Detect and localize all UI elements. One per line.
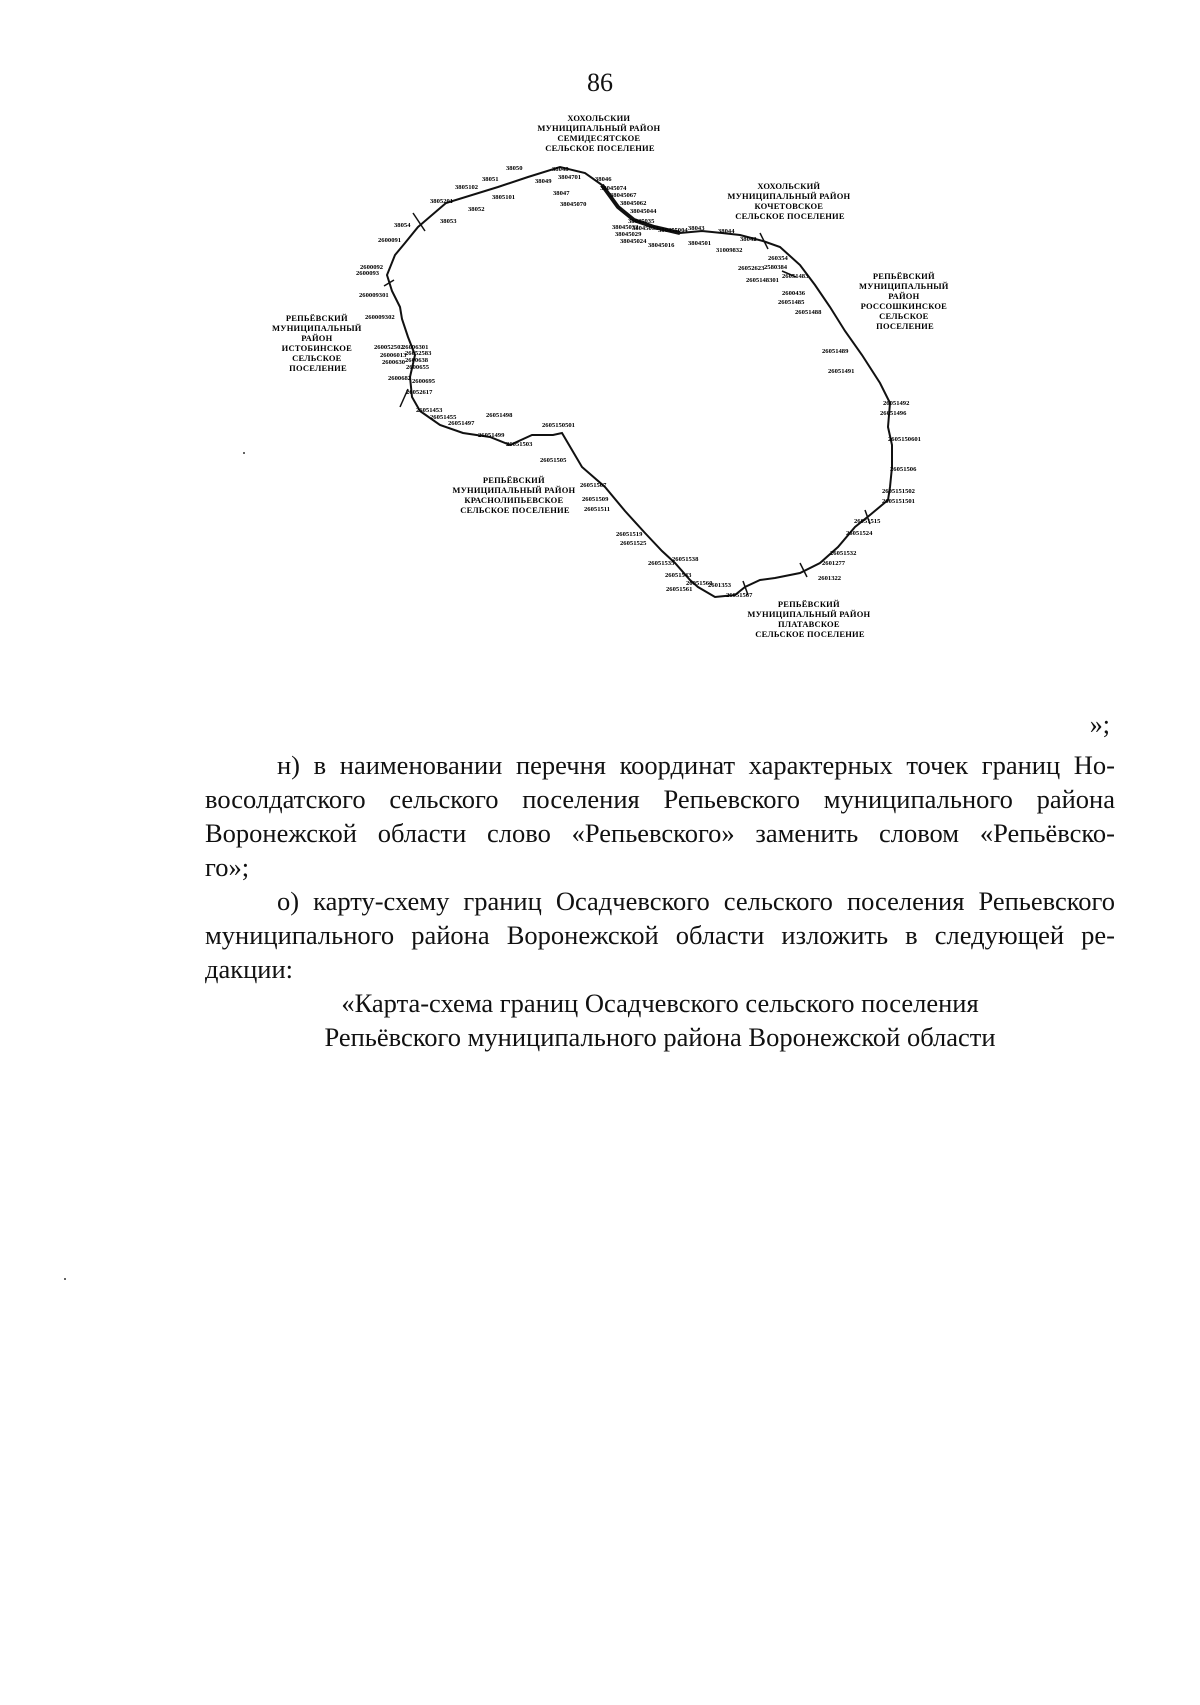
point-label: 38048 <box>552 166 569 173</box>
point-label: 2600655 <box>406 364 430 371</box>
point-label: 38045067 <box>610 192 637 199</box>
page-number: 86 <box>587 68 613 97</box>
paragraph-line: н) в наименовании перечня координат характерных точек границ Но- <box>277 750 1115 780</box>
point-label: 26051561 <box>666 586 693 593</box>
point-label: 2601277 <box>822 560 846 567</box>
point-label: 26051560 <box>686 580 713 587</box>
point-label: 31009832 <box>716 247 743 254</box>
point-label: 26051489 <box>822 348 849 355</box>
point-label: 2600093 <box>356 270 380 277</box>
point-label: 38050 <box>506 165 523 172</box>
point-label: 260009302 <box>365 314 395 321</box>
stray-mark <box>64 1278 66 1280</box>
region-label: ХОХОЛЬСКИЙ МУНИЦИПАЛЬНЫЙ РАЙОН КОЧЕТОВСКОЕ СЕЛЬСКОЕ ПОСЕЛЕНИЕ <box>727 181 851 221</box>
point-label: 2601322 <box>818 575 842 582</box>
point-label: 260009301 <box>359 292 389 299</box>
point-label: 26051567 <box>726 592 753 599</box>
stray-mark <box>243 452 245 454</box>
point-label: 26051532 <box>830 550 857 557</box>
point-label: 26006301 <box>402 344 429 351</box>
point-label: 38045029 <box>615 231 642 238</box>
point-label: 38045033 <box>632 225 659 232</box>
point-label: 26051525 <box>620 540 647 547</box>
point-label: 26051497 <box>448 420 475 427</box>
point-label: 38045074 <box>600 185 627 192</box>
paragraph-line: Воронежской области слово «Репьевского» заменить словом «Репьёвско- <box>205 818 1115 848</box>
paragraph-line: дакции: <box>205 954 294 984</box>
point-label: 2600436 <box>782 290 806 297</box>
point-label: 38045070 <box>560 201 587 208</box>
point-label: 2600092 <box>360 264 384 271</box>
point-label: 26051535 <box>648 560 675 567</box>
point-label: 38042 <box>740 236 757 243</box>
point-label: 380455004 <box>658 227 688 234</box>
paragraph-o <box>205 884 1115 986</box>
point-label: 26051453 <box>416 407 443 414</box>
point-label: 26051496 <box>880 410 907 417</box>
point-label: 26051483 <box>782 273 809 280</box>
point-label: 26052623 <box>738 265 765 272</box>
point-label: 26051503 <box>506 441 533 448</box>
point-label: 2600638 <box>405 357 429 364</box>
point-label: 26051485 <box>778 299 805 306</box>
point-label: 26051455 <box>430 414 457 421</box>
point-label: 38045062 <box>620 200 647 207</box>
paragraph-n <box>205 748 1115 884</box>
paragraph-line: восолдатского сельского поселения Репьевского муниципального района <box>205 784 1115 814</box>
point-label: 38045035 <box>628 218 655 225</box>
point-label: 38046 <box>595 176 612 183</box>
point-label: 26051507 <box>580 482 607 489</box>
boundary-map <box>270 115 990 720</box>
point-label: 2600091 <box>378 237 402 244</box>
point-label: 38047 <box>553 190 570 197</box>
point-label: 2605151501 <box>882 498 915 505</box>
point-label: 38045016 <box>648 242 675 249</box>
point-label: 2605150601 <box>888 436 921 443</box>
point-label: 38045032 <box>612 224 639 231</box>
point-label: 2605148301 <box>746 277 779 284</box>
point-label: 26051488 <box>795 309 822 316</box>
region-label: РЕПЬЁВСКИЙ МУНИЦИПАЛЬНЫЙ РАЙОН КРАСНОЛИПЬЕВСКОЕ СЕЛЬСКОЕ ПОСЕЛЕНИЕ <box>452 475 576 515</box>
map-title <box>205 986 1115 1054</box>
quote-end: »; <box>1089 710 1110 739</box>
point-label: 38051 <box>482 176 499 183</box>
point-label: 38045024 <box>620 238 647 245</box>
map-title-line: Репьёвского муниципального района Воронежской области <box>324 1022 996 1052</box>
paragraph-line: муниципального района Воронежской области изложить в следующей ре- <box>205 920 1115 950</box>
point-label: 26051543 <box>665 572 692 579</box>
point-labels <box>356 165 921 599</box>
point-label: 38054 <box>394 222 411 229</box>
point-label: 26051538 <box>672 556 699 563</box>
point-label: 38049 <box>535 178 552 185</box>
region-label: РЕПЬЁВСКИЙ МУНИЦИПАЛЬНЫЙ РАЙОН РОССОШКИНСКОЕ СЕЛЬСКОЕ ПОСЕЛЕНИЕ <box>859 271 949 331</box>
point-label: 3805101 <box>492 194 516 201</box>
point-label: 2600630 <box>382 359 406 366</box>
point-label: 38045044 <box>630 208 657 215</box>
point-label: 26051506 <box>890 466 917 473</box>
map-title-line: «Карта-схема границ Осадчевского сельского поселения <box>341 988 979 1018</box>
point-label: 3805201 <box>430 198 454 205</box>
point-label: 260354 <box>768 255 788 262</box>
paragraph-line: го»; <box>205 852 250 882</box>
point-label: 38053 <box>440 218 457 225</box>
point-label: 2605150501 <box>542 422 575 429</box>
point-label: 2601353 <box>708 582 732 589</box>
point-label: 2605151502 <box>882 488 915 495</box>
point-label: 3804701 <box>558 174 582 181</box>
point-label: 3804501 <box>688 240 712 247</box>
point-label: 260052502 <box>374 344 404 351</box>
region-label: РЕПЬЁВСКИЙ МУНИЦИПАЛЬНЫЙ РАЙОН ИСТОБИНСКОЕ СЕЛЬСКОЕ ПОСЕЛЕНИЕ <box>272 313 362 373</box>
region-label: РЕПЬЁВСКИЙ МУНИЦИПАЛЬНЫЙ РАЙОН ПЛАТАВСКОЕ СЕЛЬСКОЕ ПОСЕЛЕНИЕ <box>747 599 871 639</box>
point-label: 38044 <box>718 228 735 235</box>
point-label: 26051519 <box>616 531 643 538</box>
point-label: 38043 <box>688 225 705 232</box>
point-label: 26006013 <box>380 352 407 359</box>
point-label: 2580384 <box>764 264 788 271</box>
point-label: 26051524 <box>846 530 873 537</box>
point-label: 38052 <box>468 206 485 213</box>
point-label: 2600682 <box>388 375 412 382</box>
point-label: 2600695 <box>412 378 436 385</box>
paragraph-line: о) карту-схему границ Осадчевского сельского поселения Репьевского <box>277 886 1115 916</box>
region-label: ХОХОЛЬСКИЙ МУНИЦИПАЛЬНЫЙ РАЙОН СЕМИДЕСЯТСКОЕ СЕЛЬСКОЕ ПОСЕЛЕНИЕ <box>537 115 661 153</box>
point-label: 26052617 <box>406 389 433 396</box>
point-label: 26051515 <box>854 518 881 525</box>
point-label: 26051509 <box>582 496 609 503</box>
point-label: 26051491 <box>828 368 855 375</box>
point-label: 26051499 <box>478 432 505 439</box>
point-label: 26051492 <box>883 400 910 407</box>
point-label: 26051505 <box>540 457 567 464</box>
point-label: 3805102 <box>455 184 479 191</box>
point-label: 26051498 <box>486 412 513 419</box>
point-label: 26051511 <box>584 506 611 513</box>
point-label: 26052583 <box>405 350 432 357</box>
